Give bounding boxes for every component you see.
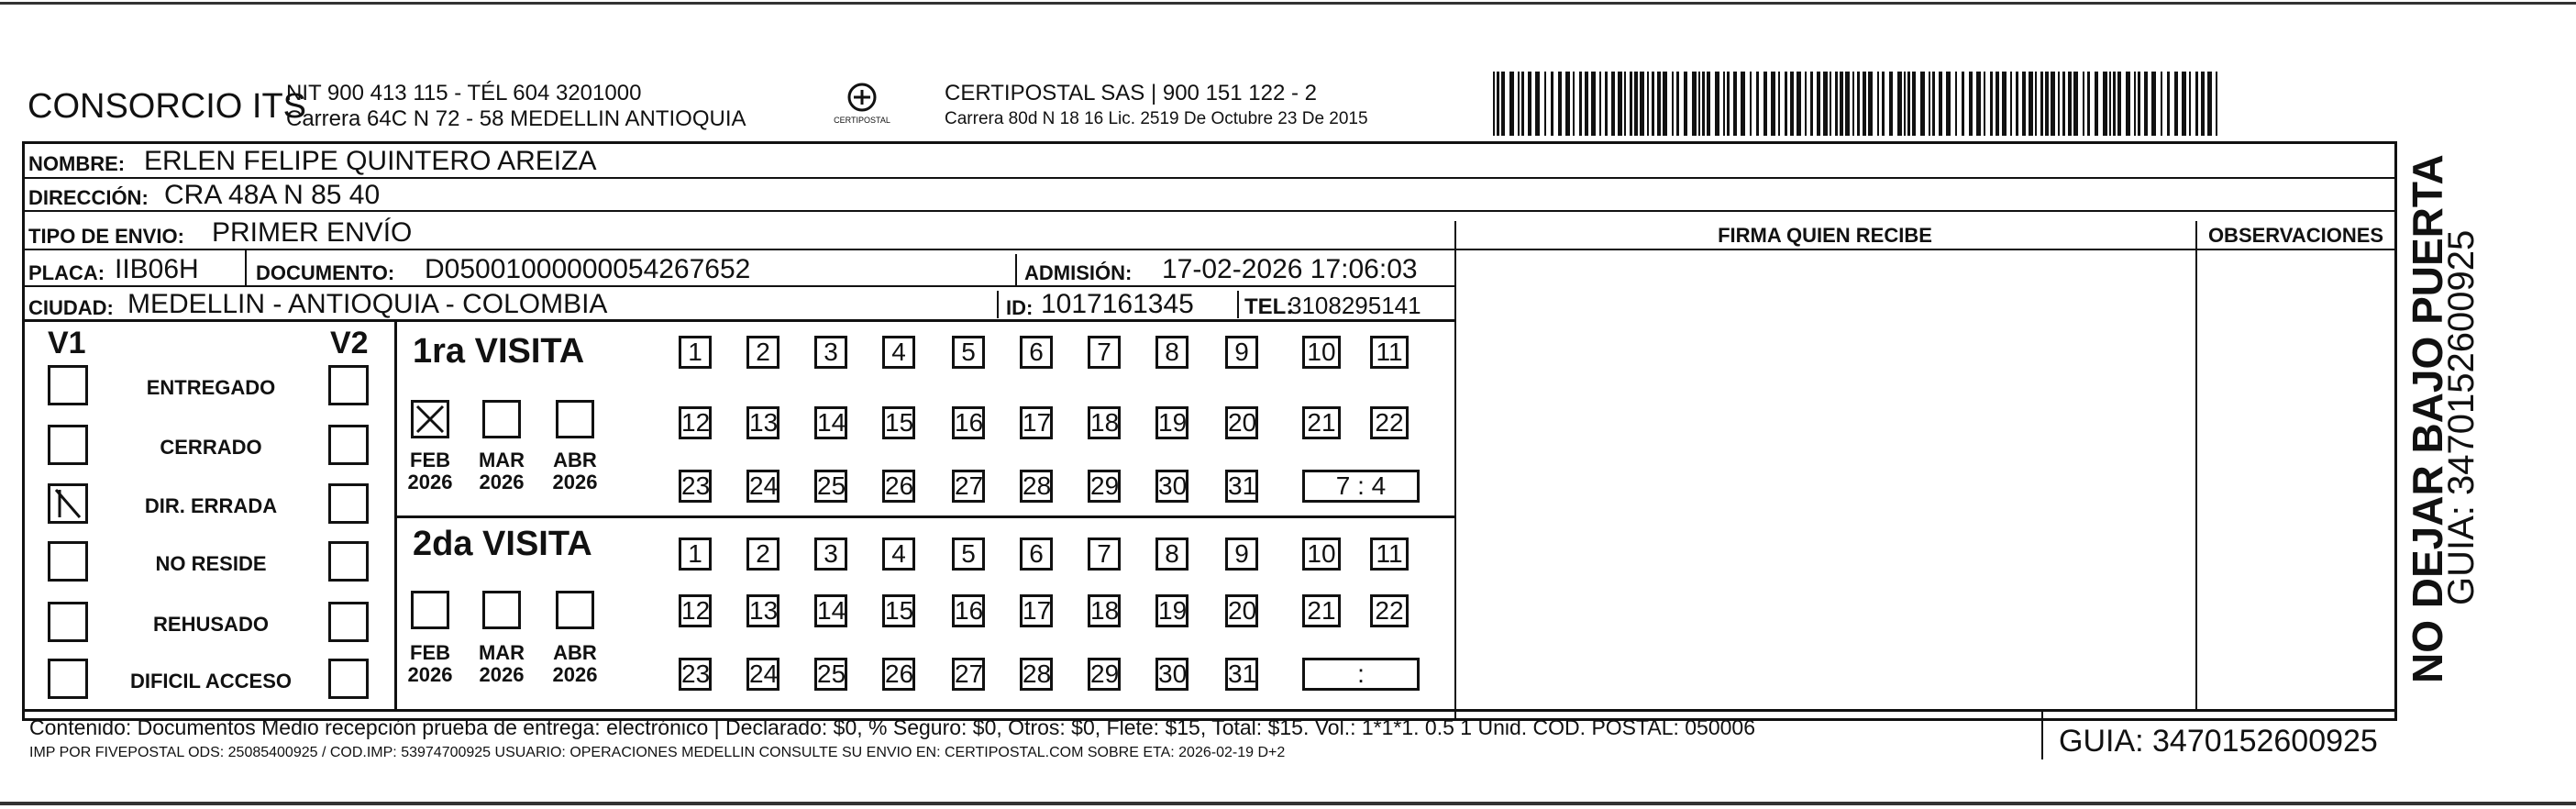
placa-divider — [245, 250, 247, 285]
month-label — [543, 449, 607, 493]
month-label — [543, 642, 607, 686]
day-box[interactable]: 24 — [746, 658, 779, 691]
month-name: ABR — [553, 641, 597, 664]
day-box[interactable]: 11 — [1370, 537, 1409, 571]
v2-checkbox[interactable] — [328, 659, 369, 699]
second-visit-title: 2da VISITA — [413, 525, 592, 563]
day-box[interactable]: 1 — [679, 336, 712, 369]
status-label: NO RESIDE — [155, 552, 267, 575]
day-box[interactable]: 2 — [746, 537, 779, 571]
v2-checkbox[interactable] — [328, 365, 369, 405]
placa-value: IIB06H — [115, 254, 199, 284]
day-box[interactable]: 6 — [1020, 336, 1053, 369]
v1-checkbox[interactable] — [48, 365, 88, 405]
day-box[interactable]: 16 — [952, 594, 985, 627]
footer-guia: GUIA: 3470152600925 — [2059, 724, 2378, 759]
v1-checkbox[interactable] — [48, 483, 88, 524]
day-box[interactable]: 23 — [679, 658, 712, 691]
month-name: MAR — [478, 641, 525, 664]
status-label: DIFICIL ACCESO — [129, 670, 292, 693]
day-box[interactable]: 14 — [814, 406, 847, 439]
status-label: CERRADO — [160, 436, 262, 459]
firma-header-line — [1454, 249, 2394, 250]
day-box[interactable]: 31 — [1225, 658, 1258, 691]
day-box[interactable]: 29 — [1088, 658, 1121, 691]
day-box[interactable]: 19 — [1155, 594, 1188, 627]
day-box[interactable]: 8 — [1155, 537, 1188, 571]
day-box[interactable]: 19 — [1155, 406, 1188, 439]
day-box[interactable]: 6 — [1020, 537, 1053, 571]
side-guia: GUIA: 3470152600925 — [2441, 229, 2482, 605]
day-box[interactable]: 4 — [882, 336, 915, 369]
day-box[interactable]: 7 — [1088, 336, 1121, 369]
company-name: CONSORCIO ITS — [28, 87, 307, 126]
day-box[interactable]: 8 — [1155, 336, 1188, 369]
day-box[interactable]: 5 — [952, 336, 985, 369]
v1-checkbox[interactable] — [48, 602, 88, 642]
time-box[interactable]: : — [1302, 658, 1420, 691]
day-box[interactable]: 27 — [952, 470, 985, 503]
ciudad-row — [25, 287, 1454, 322]
day-box[interactable]: 30 — [1155, 470, 1188, 503]
day-box[interactable]: 7 — [1088, 537, 1121, 571]
month-year: 2026 — [479, 471, 525, 493]
month-year: 2026 — [552, 663, 598, 686]
nombre-value: ERLEN FELIPE QUINTERO AREIZA — [144, 146, 597, 176]
observaciones-divider — [2195, 221, 2197, 709]
tel-divider — [1237, 291, 1239, 318]
month-checkbox[interactable] — [482, 400, 521, 438]
day-box[interactable]: 2 — [746, 336, 779, 369]
day-box[interactable]: 27 — [952, 658, 985, 691]
tipo-row — [25, 212, 1454, 250]
day-box[interactable]: 1 — [679, 537, 712, 571]
month-year: 2026 — [407, 663, 453, 686]
day-box[interactable]: 29 — [1088, 470, 1121, 503]
month-checkbox[interactable] — [556, 591, 594, 629]
day-box[interactable]: 26 — [882, 658, 915, 691]
imp-text: IMP POR FIVEPOSTAL ODS: 25085400925 / COD.IMP: 53974700925 USUARIO: OPERACIONES MEDELLIN CONSULTE SU ENVIO EN: CERTIPOSTAL.COM SOBRE ETA: 2026-02-19 D+2 — [29, 745, 1286, 760]
day-box[interactable]: 22 — [1370, 406, 1409, 439]
day-box[interactable]: 22 — [1370, 594, 1409, 627]
tel-label: TEL: — [1244, 294, 1294, 319]
visit-divider — [397, 515, 1454, 518]
tel-value: 3108295141 — [1288, 292, 1421, 319]
direccion-value: CRA 48A N 85 40 — [164, 180, 381, 210]
id-label: ID: — [1006, 296, 1034, 319]
nombre-label: NOMBRE: — [28, 152, 126, 175]
admision-label: ADMISIÓN: — [1024, 261, 1133, 284]
day-box[interactable]: 28 — [1020, 658, 1053, 691]
day-box[interactable]: 18 — [1088, 406, 1121, 439]
day-box[interactable]: 11 — [1370, 336, 1409, 369]
day-box[interactable]: 28 — [1020, 470, 1053, 503]
day-box[interactable]: 3 — [814, 537, 847, 571]
month-name: FEB — [410, 449, 450, 471]
day-box[interactable]: 5 — [952, 537, 985, 571]
day-box[interactable]: 25 — [814, 658, 847, 691]
admision-value: 17-02-2026 17:06:03 — [1162, 254, 1418, 284]
ciudad-value: MEDELLIN - ANTIOQUIA - COLOMBIA — [127, 289, 608, 319]
placa-row — [25, 250, 1454, 287]
nombre-row — [25, 144, 2394, 179]
day-box[interactable]: 23 — [679, 470, 712, 503]
id-divider — [997, 291, 999, 318]
v2-checkbox[interactable] — [328, 541, 369, 582]
month-year: 2026 — [479, 663, 525, 686]
certipostal-logo — [830, 79, 894, 134]
barcode — [1493, 72, 2222, 136]
day-box[interactable]: 16 — [952, 406, 985, 439]
day-box[interactable]: 25 — [814, 470, 847, 503]
nit-line: NIT 900 413 115 - TÉL 604 3201000 — [286, 81, 642, 105]
firma-label: FIRMA QUIEN RECIBE — [1718, 224, 1932, 247]
month-checkbox[interactable] — [482, 591, 521, 629]
v2-checkbox[interactable] — [328, 483, 369, 524]
day-box[interactable]: 17 — [1020, 594, 1053, 627]
v2-label: V2 — [330, 326, 369, 360]
v2-checkbox[interactable] — [328, 425, 369, 465]
month-label — [470, 642, 534, 686]
tipo-label: TIPO DE ENVIO: — [28, 225, 184, 248]
month-checkbox[interactable] — [411, 591, 449, 629]
day-box[interactable]: 13 — [746, 594, 779, 627]
day-box[interactable]: 10 — [1302, 336, 1341, 369]
day-box[interactable]: 24 — [746, 470, 779, 503]
direccion-label: DIRECCIÓN: — [28, 186, 149, 209]
certipostal-address: Carrera 80d N 18 16 Lic. 2519 De Octubre 23 De 2015 — [945, 109, 1368, 128]
footer-divider — [25, 709, 2394, 712]
day-box[interactable]: 31 — [1225, 470, 1258, 503]
placa-label: PLACA: — [28, 261, 105, 284]
day-box[interactable]: 9 — [1225, 537, 1258, 571]
day-box[interactable]: 9 — [1225, 336, 1258, 369]
firma-block — [1454, 221, 2394, 718]
month-label — [398, 449, 462, 493]
v1-label: V1 — [48, 326, 86, 360]
day-box[interactable]: 15 — [882, 594, 915, 627]
time-box[interactable]: 7 : 4 — [1302, 470, 1420, 503]
day-box[interactable]: 14 — [814, 594, 847, 627]
v1-checkbox[interactable] — [48, 425, 88, 465]
status-label: REHUSADO — [153, 613, 269, 636]
status-label: ENTREGADO — [146, 376, 276, 399]
day-box[interactable]: 20 — [1225, 406, 1258, 439]
certipostal-line: CERTIPOSTAL SAS | 900 151 122 - 2 — [945, 81, 1317, 105]
id-value: 1017161345 — [1041, 289, 1194, 319]
observaciones-label: OBSERVACIONES — [2207, 224, 2384, 247]
month-label — [398, 642, 462, 686]
day-box[interactable]: 17 — [1020, 406, 1053, 439]
month-year: 2026 — [407, 471, 453, 493]
no-dejar-bajo-puerta: NO DEJAR BAJO PUERTA — [2404, 154, 2451, 683]
first-visit-title: 1ra VISITA — [413, 332, 585, 371]
month-year: 2026 — [552, 471, 598, 493]
ciudad-label: CIUDAD: — [28, 296, 114, 319]
month-checkbox[interactable] — [411, 400, 449, 438]
day-box[interactable]: 18 — [1088, 594, 1121, 627]
status-label: DIR. ERRADA — [144, 494, 278, 517]
month-label — [470, 449, 534, 493]
tipo-value: PRIMER ENVÍO — [212, 217, 413, 248]
day-box[interactable]: 3 — [814, 336, 847, 369]
v2-checkbox[interactable] — [328, 602, 369, 642]
bottom-border-line — [0, 802, 2576, 805]
address-line: Carrera 64C N 72 - 58 MEDELLIN ANTIOQUIA — [286, 106, 746, 131]
logo-text: CERTIPOSTAL — [834, 116, 890, 125]
day-box[interactable]: 12 — [679, 406, 712, 439]
v1-checkbox[interactable] — [48, 659, 88, 699]
day-box[interactable]: 20 — [1225, 594, 1258, 627]
month-name: FEB — [410, 641, 450, 664]
admision-divider — [1015, 254, 1017, 285]
documento-label: DOCUMENTO: — [256, 261, 395, 284]
documento-value: D05001000000054267652 — [425, 254, 751, 284]
day-box[interactable]: 4 — [882, 537, 915, 571]
day-box[interactable]: 30 — [1155, 658, 1188, 691]
month-name: MAR — [478, 449, 525, 471]
month-name: ABR — [553, 449, 597, 471]
day-box[interactable]: 21 — [1302, 594, 1341, 627]
day-box[interactable]: 15 — [882, 406, 915, 439]
day-box[interactable]: 13 — [746, 406, 779, 439]
month-checkbox[interactable] — [556, 400, 594, 438]
day-box[interactable]: 12 — [679, 594, 712, 627]
day-box[interactable]: 21 — [1302, 406, 1341, 439]
day-box[interactable]: 26 — [882, 470, 915, 503]
top-border-line — [0, 2, 2576, 5]
contenido-text: Contenido: Documentos Medio recepción prueba de entrega: electrónico | Declarado: $0, % Seguro: $0, Otros: $0, Flete: $15, Total: $15. Vol.: 1*1*1. 0.5 1 Unid. COD. POSTAL: 050006 — [29, 715, 1756, 739]
v1-checkbox[interactable] — [48, 541, 88, 582]
footer-guia-divider — [2041, 712, 2043, 759]
direccion-row — [25, 179, 2394, 212]
day-box[interactable]: 10 — [1302, 537, 1341, 571]
